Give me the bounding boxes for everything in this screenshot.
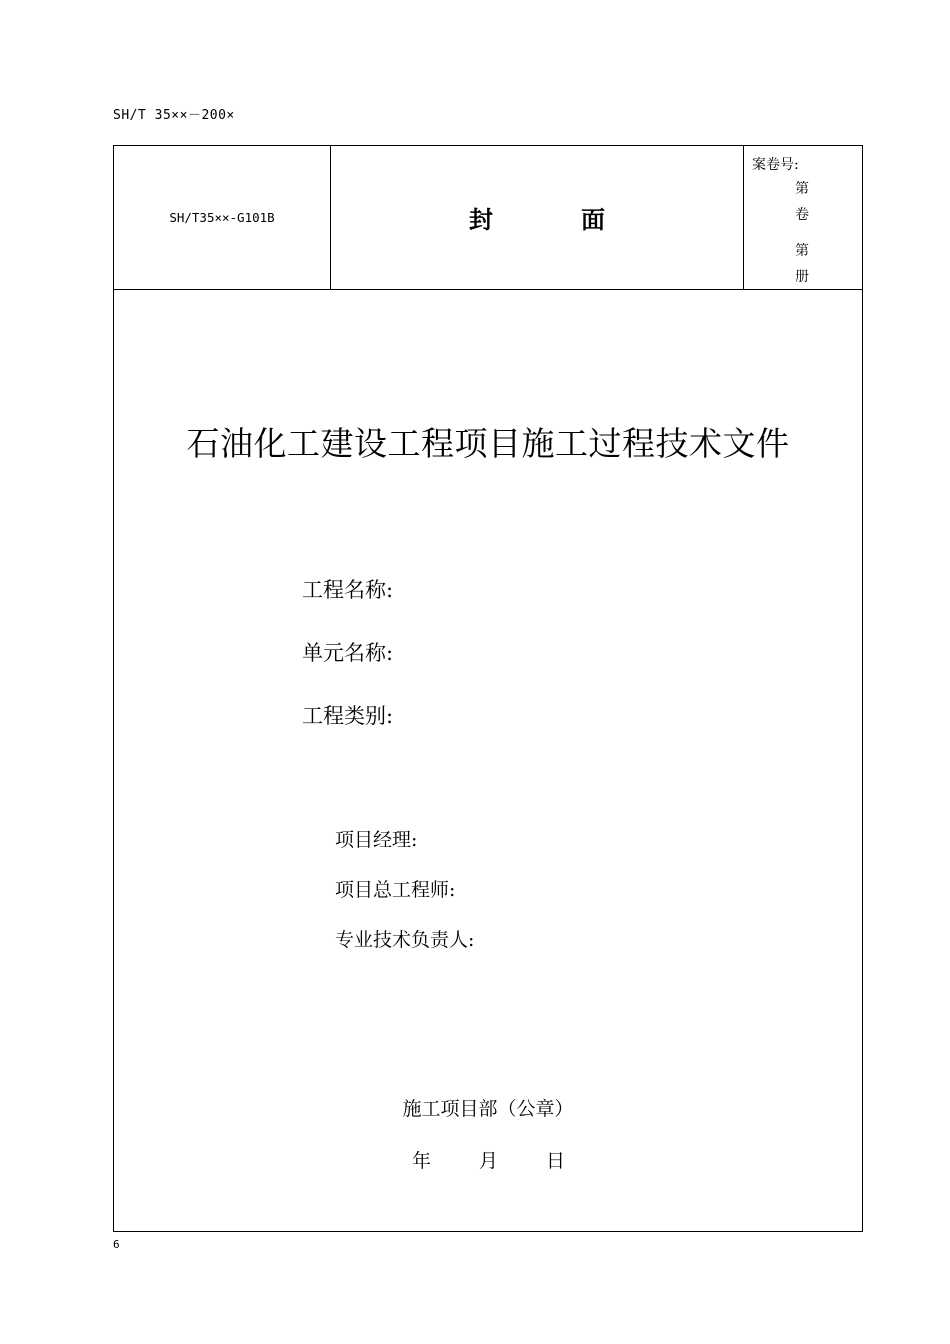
- form-code: SH/T35××-G101B: [114, 146, 331, 289]
- cover-title-char-1: 封: [469, 206, 493, 234]
- date-month: 月: [479, 1150, 499, 1172]
- cover-title-cell: [331, 146, 744, 289]
- chief-engineer-signature: 项目总工程师:: [335, 879, 456, 901]
- form-header-row: [114, 146, 862, 290]
- archive-number-cell: [744, 146, 862, 289]
- date-row: [412, 1146, 613, 1173]
- date-day: 日: [546, 1150, 566, 1172]
- technical-lead-signature: 专业技术负责人:: [335, 929, 475, 951]
- standard-header: SH/T 35××－200×: [113, 108, 235, 123]
- page-number: 6: [113, 1238, 120, 1251]
- date-year: 年: [412, 1150, 432, 1172]
- volume-prefix: 第: [795, 181, 809, 197]
- cover-title-char-2: 面: [581, 206, 605, 234]
- unit-name-field: 单元名称:: [302, 641, 394, 665]
- book-prefix: 第: [795, 243, 809, 259]
- book-suffix: 册: [795, 269, 809, 285]
- cover-title: [469, 200, 605, 235]
- seal-label: 施工项目部（公章）: [402, 1098, 574, 1120]
- project-manager-signature: 项目经理:: [335, 829, 418, 851]
- project-name-field: 工程名称:: [302, 578, 394, 602]
- archive-label: 案卷号:: [752, 157, 799, 173]
- volume-suffix: 卷: [795, 207, 809, 223]
- project-category-field: 工程类别:: [302, 704, 394, 728]
- main-title: 石油化工建设工程项目施工过程技术文件: [186, 424, 790, 463]
- cover-form: [113, 145, 863, 1232]
